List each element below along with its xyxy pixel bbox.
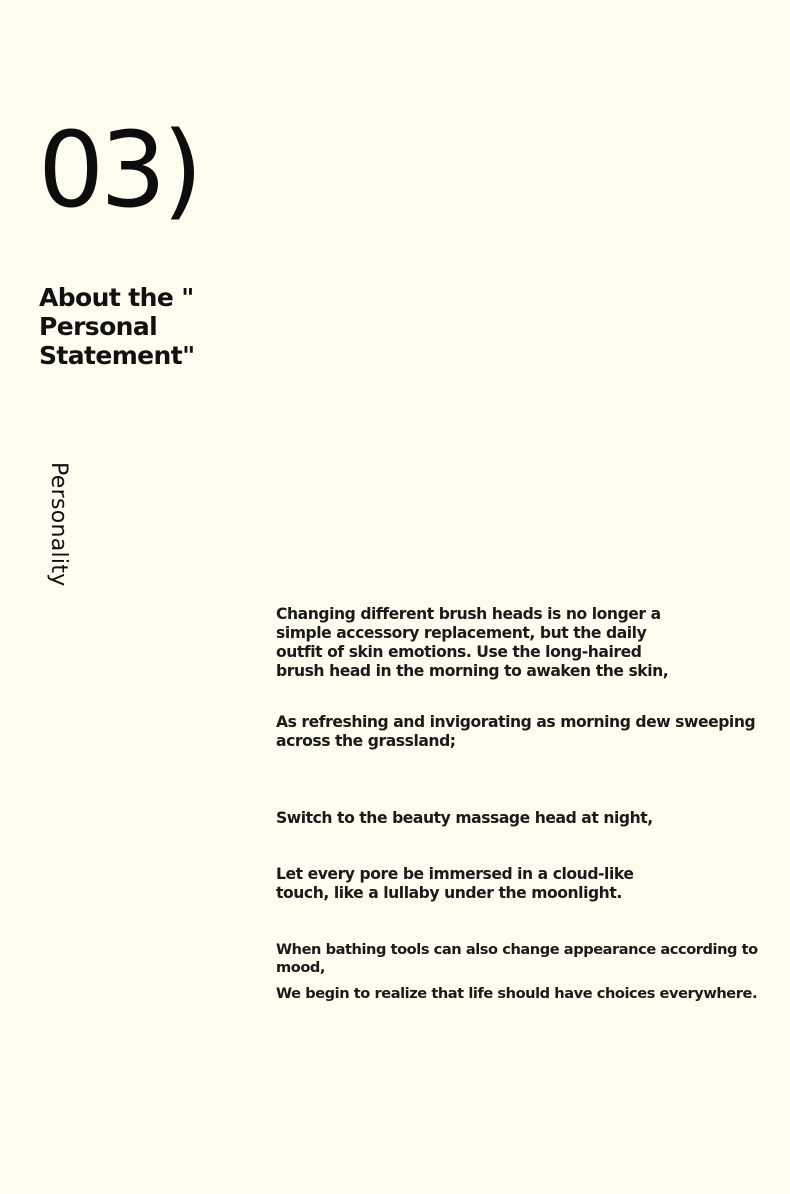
- heading-line: Personal: [39, 311, 158, 341]
- body-paragraph: Let every pore be immersed in a cloud-like touch, like a lullaby under the moonlight.: [276, 865, 634, 902]
- body-paragraph: When bathing tools can also change appearance according to mood,: [276, 941, 758, 976]
- vertical-side-label: Personality: [46, 462, 71, 587]
- heading-line: About the ": [39, 282, 194, 312]
- body-paragraph: Switch to the beauty massage head at night,: [276, 809, 653, 827]
- body-paragraph: Changing different brush heads is no longer a simple accessory replacement, but the daily outfit of skin emotions. Use the long-haired brush head in the morning to awaken the skin,: [276, 605, 669, 680]
- body-paragraph: We begin to realize that life should have choices everywhere.: [276, 985, 758, 1002]
- page-heading: [39, 283, 229, 370]
- section-number: 03): [38, 109, 199, 231]
- body-paragraph: As refreshing and invigorating as morning dew sweeping across the grassland;: [276, 713, 756, 750]
- heading-line: Statement": [39, 340, 195, 370]
